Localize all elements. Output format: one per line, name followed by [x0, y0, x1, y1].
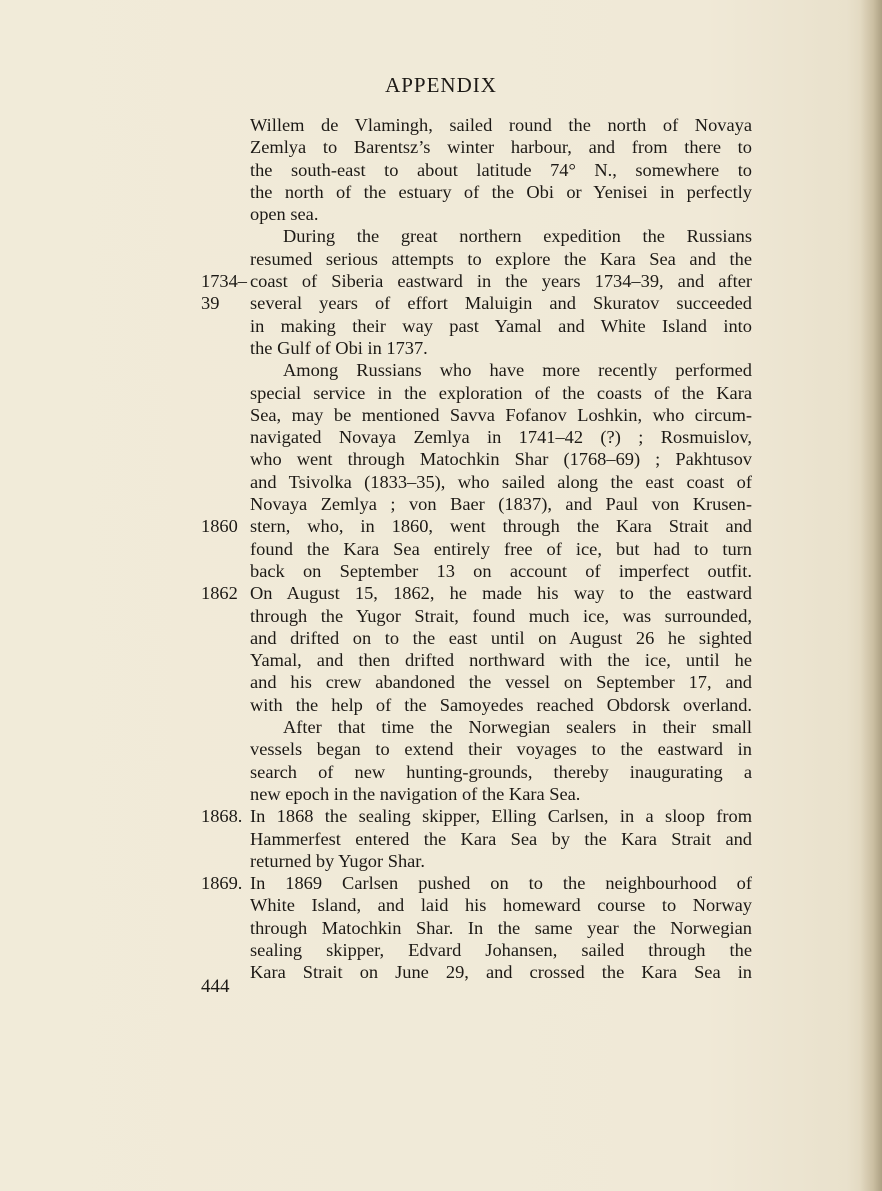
running-head: APPENDIX [385, 73, 497, 97]
line-text: stern, who, in 1860, went through the Kara Strait and [250, 516, 752, 537]
text-line [0, 917, 882, 939]
line-text: resumed serious attempts to explore the Kara Sea and the [250, 248, 752, 269]
line-text: In 1869 Carlsen pushed on to the neighbourhood of [250, 873, 752, 894]
line-text: coast of Siberia eastward in the years 1734–39, and after [250, 271, 752, 292]
text-line [0, 471, 882, 493]
page-number: 444 [201, 976, 230, 997]
text-line [0, 292, 882, 314]
text-line [0, 649, 882, 671]
text-line [0, 225, 882, 247]
text-line [0, 114, 882, 136]
line-text: and Tsivolka (1833–35), who sailed along the east coast of [250, 471, 752, 492]
line-text: several years of effort Maluigin and Skuratov succeeded [250, 293, 752, 314]
line-text: the Gulf of Obi in 1737. [250, 337, 428, 358]
text-line [0, 493, 882, 515]
text-line [0, 805, 882, 827]
text-line [0, 738, 882, 760]
line-text: found the Kara Sea entirely free of ice, but had to turn [250, 538, 752, 559]
line-text: search of new hunting-grounds, thereby inaugurating a [250, 761, 752, 782]
text-line [0, 716, 882, 738]
text-line [0, 136, 882, 158]
text-line [0, 538, 882, 560]
text-line [0, 627, 882, 649]
text-line [0, 315, 882, 337]
text-line [0, 448, 882, 470]
line-text: Hammerfest entered the Kara Sea by the Kara Strait and [250, 828, 752, 849]
body-text [0, 114, 882, 984]
margin-date-note: 1860 [201, 516, 238, 537]
line-text: new epoch in the navigation of the Kara Sea. [250, 783, 581, 804]
text-line [0, 270, 882, 292]
line-text: Sea, may be mentioned Savva Fofanov Loshkin, who circum- [250, 404, 752, 425]
line-text: Willem de Vlamingh, sailed round the north of Novaya [250, 115, 752, 135]
text-line [0, 515, 882, 537]
text-line [0, 939, 882, 961]
line-text: Among Russians who have more recently performed [283, 360, 752, 381]
text-line [0, 761, 882, 783]
line-text: with the help of the Samoyedes reached Obdorsk overland. [250, 694, 752, 715]
text-line [0, 382, 882, 404]
text-line [0, 181, 882, 203]
text-line [0, 961, 882, 983]
text-line [0, 894, 882, 916]
text-line [0, 582, 882, 604]
line-text: Zemlya to Barentsz’s winter harbour, and from there to [250, 137, 752, 158]
margin-date-note: 1868. [201, 806, 243, 827]
text-line [0, 872, 882, 894]
margin-date-note: 1869. [201, 873, 243, 894]
text-line [0, 560, 882, 582]
margin-date-note: 1734– [201, 271, 247, 292]
text-line [0, 337, 882, 359]
line-text: back on September 13 on account of imperfect outfit. [250, 560, 752, 581]
line-text: through the Yugor Strait, found much ice, was surrounded, [250, 605, 752, 626]
line-text: in making their way past Yamal and White Island into [250, 315, 752, 336]
line-text: In 1868 the sealing skipper, Elling Carlsen, in a sloop from [250, 806, 752, 827]
line-text: Kara Strait on June 29, and crossed the Kara Sea in [250, 962, 752, 983]
text-line [0, 404, 882, 426]
line-text: Novaya Zemlya ; von Baer (1837), and Paul von Krusen- [250, 494, 752, 515]
text-line [0, 828, 882, 850]
text-line [0, 605, 882, 627]
line-text: sealing skipper, Edvard Johansen, sailed through the [250, 939, 752, 960]
line-text: and drifted on to the east until on August 26 he sighted [250, 627, 752, 648]
line-text: who went through Matochkin Shar (1768–69) ; Pakhtusov [250, 449, 752, 470]
line-text: navigated Novaya Zemlya in 1741–42 (?) ; Rosmuislov, [250, 427, 752, 448]
line-text: Yamal, and then drifted northward with the ice, until he [250, 650, 752, 671]
text-line [0, 159, 882, 181]
line-text: returned by Yugor Shar. [250, 850, 426, 871]
margin-date-note: 39 [201, 293, 220, 314]
line-text: On August 15, 1862, he made his way to the eastward [250, 583, 752, 604]
line-text: the south-east to about latitude 74° N., somewhere to [250, 159, 752, 180]
text-line [0, 671, 882, 693]
text-line [0, 850, 882, 872]
line-text: and his crew abandoned the vessel on September 17, and [250, 672, 752, 693]
line-text: After that time the Norwegian sealers in their small [283, 717, 752, 738]
line-text: through Matochkin Shar. In the same year the Norwegian [250, 917, 752, 938]
margin-date-note: 1862 [201, 583, 238, 604]
text-line [0, 694, 882, 716]
line-text: special service in the exploration of the coasts of the Kara [250, 382, 752, 403]
text-line [0, 426, 882, 448]
line-text: vessels began to extend their voyages to the eastward in [250, 739, 752, 760]
line-text: During the great northern expedition the Russians [283, 226, 752, 247]
text-line [0, 359, 882, 381]
line-text: the north of the estuary of the Obi or Yenisei in perfectly [250, 181, 752, 202]
text-line [0, 203, 882, 225]
text-line [0, 783, 882, 805]
text-line [0, 248, 882, 270]
line-text: open sea. [250, 204, 319, 225]
line-text: White Island, and laid his homeward course to Norway [250, 895, 752, 916]
